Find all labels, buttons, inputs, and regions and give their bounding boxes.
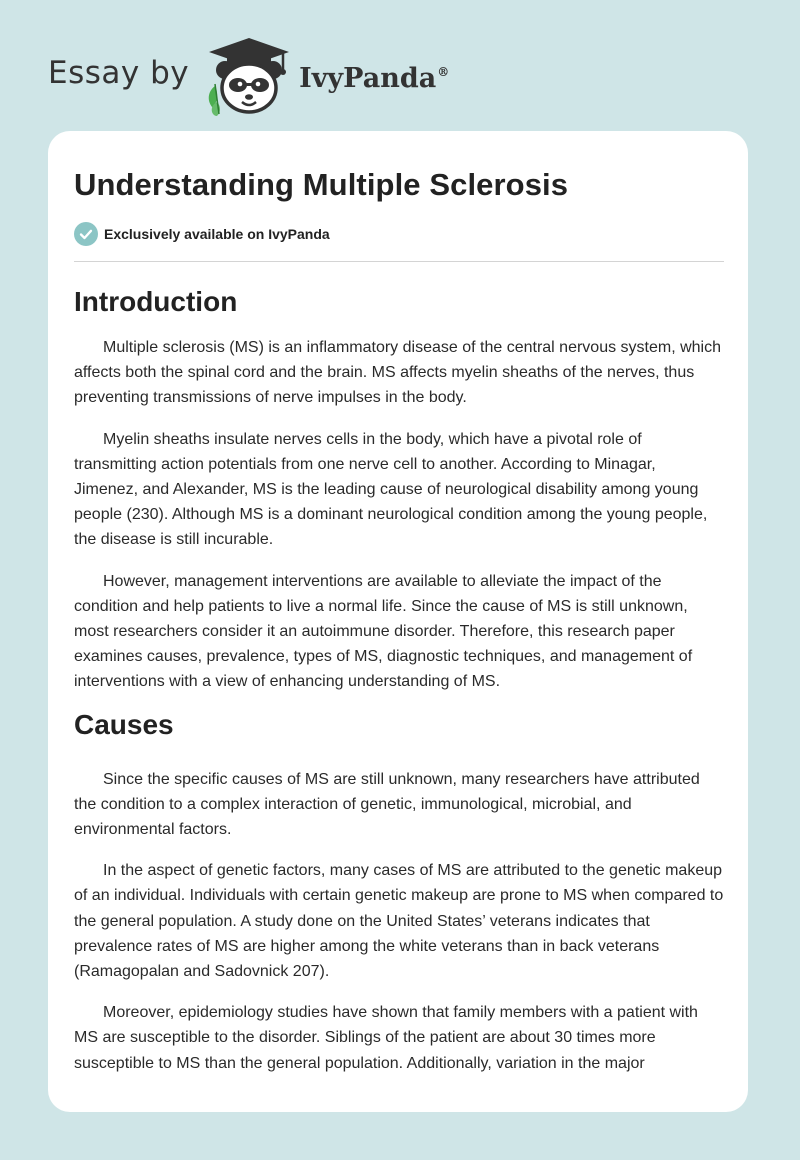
essay-card — [48, 131, 748, 1112]
article-body — [74, 281, 724, 1076]
brand-name: IvyPanda® — [299, 62, 450, 94]
ivypanda-logo[interactable] — [203, 36, 449, 116]
paragraph: Moreover, epidemiology studies have shown that family members with a patient with MS are susceptible to the disorder. Siblings of the patient are about 30 times more susceptible to MS than the general population. Additionally, variation in the major — [74, 1004, 698, 1072]
paragraph: Myelin sheaths insulate nerves cells in the body, which have a pivotal role of transmitting action potentials from one nerve cell to another. According to Minagar, Jimenez, and Alexander, MS is the leading cause of neurological disability among young people (230). Although MS is a dominant neurological condition among the young people, the disease is still incurable. — [74, 430, 708, 549]
exclusive-badge — [74, 222, 330, 246]
paragraph: However, management interventions are available to alleviate the impact of the condition and help patients to live a normal life. Since the cause of MS is still unknown, most researchers consider it an autoimmune disorder. Therefore, this research paper examines causes, prevalence, types of MS, diagnostic techniques, and management of interventions with a view of enhancing understanding of MS. — [74, 572, 693, 691]
exclusive-badge-text: Exclusively available on IvyPanda — [104, 226, 330, 242]
section-heading-introduction: Introduction — [74, 286, 238, 317]
essay-by-label: Essay by — [48, 55, 190, 91]
section-heading-causes: Causes — [74, 708, 174, 740]
panda-logo-icon — [203, 36, 295, 116]
paragraph: Since the specific causes of MS are still unknown, many researchers have attributed the condition to a complex interaction of genetic, immunological, microbial, and environmental factors. — [74, 770, 700, 839]
paragraph: Multiple sclerosis (MS) is an inflammatory disease of the central nervous system, which affects both the spinal cord and the brain. MS affects myelin sheaths of the nerves, thus preventing transmissions of nerve impulses in the body. — [74, 339, 721, 407]
site-header — [48, 36, 449, 116]
paragraph: In the aspect of genetic factors, many cases of MS are attributed to the genetic makeup of an individual. Individuals with certain genetic makeup are prone to MS when compared to the general population. A study done on the United States’ veterans indicates that prevalence rates of MS are higher among the white veterans than in back veterans (Ramagopalan and Sadovnick 207). — [74, 862, 724, 981]
check-circle-icon — [74, 222, 98, 246]
page-title: Understanding Multiple Sclerosis — [74, 167, 569, 202]
title-divider — [74, 261, 724, 262]
